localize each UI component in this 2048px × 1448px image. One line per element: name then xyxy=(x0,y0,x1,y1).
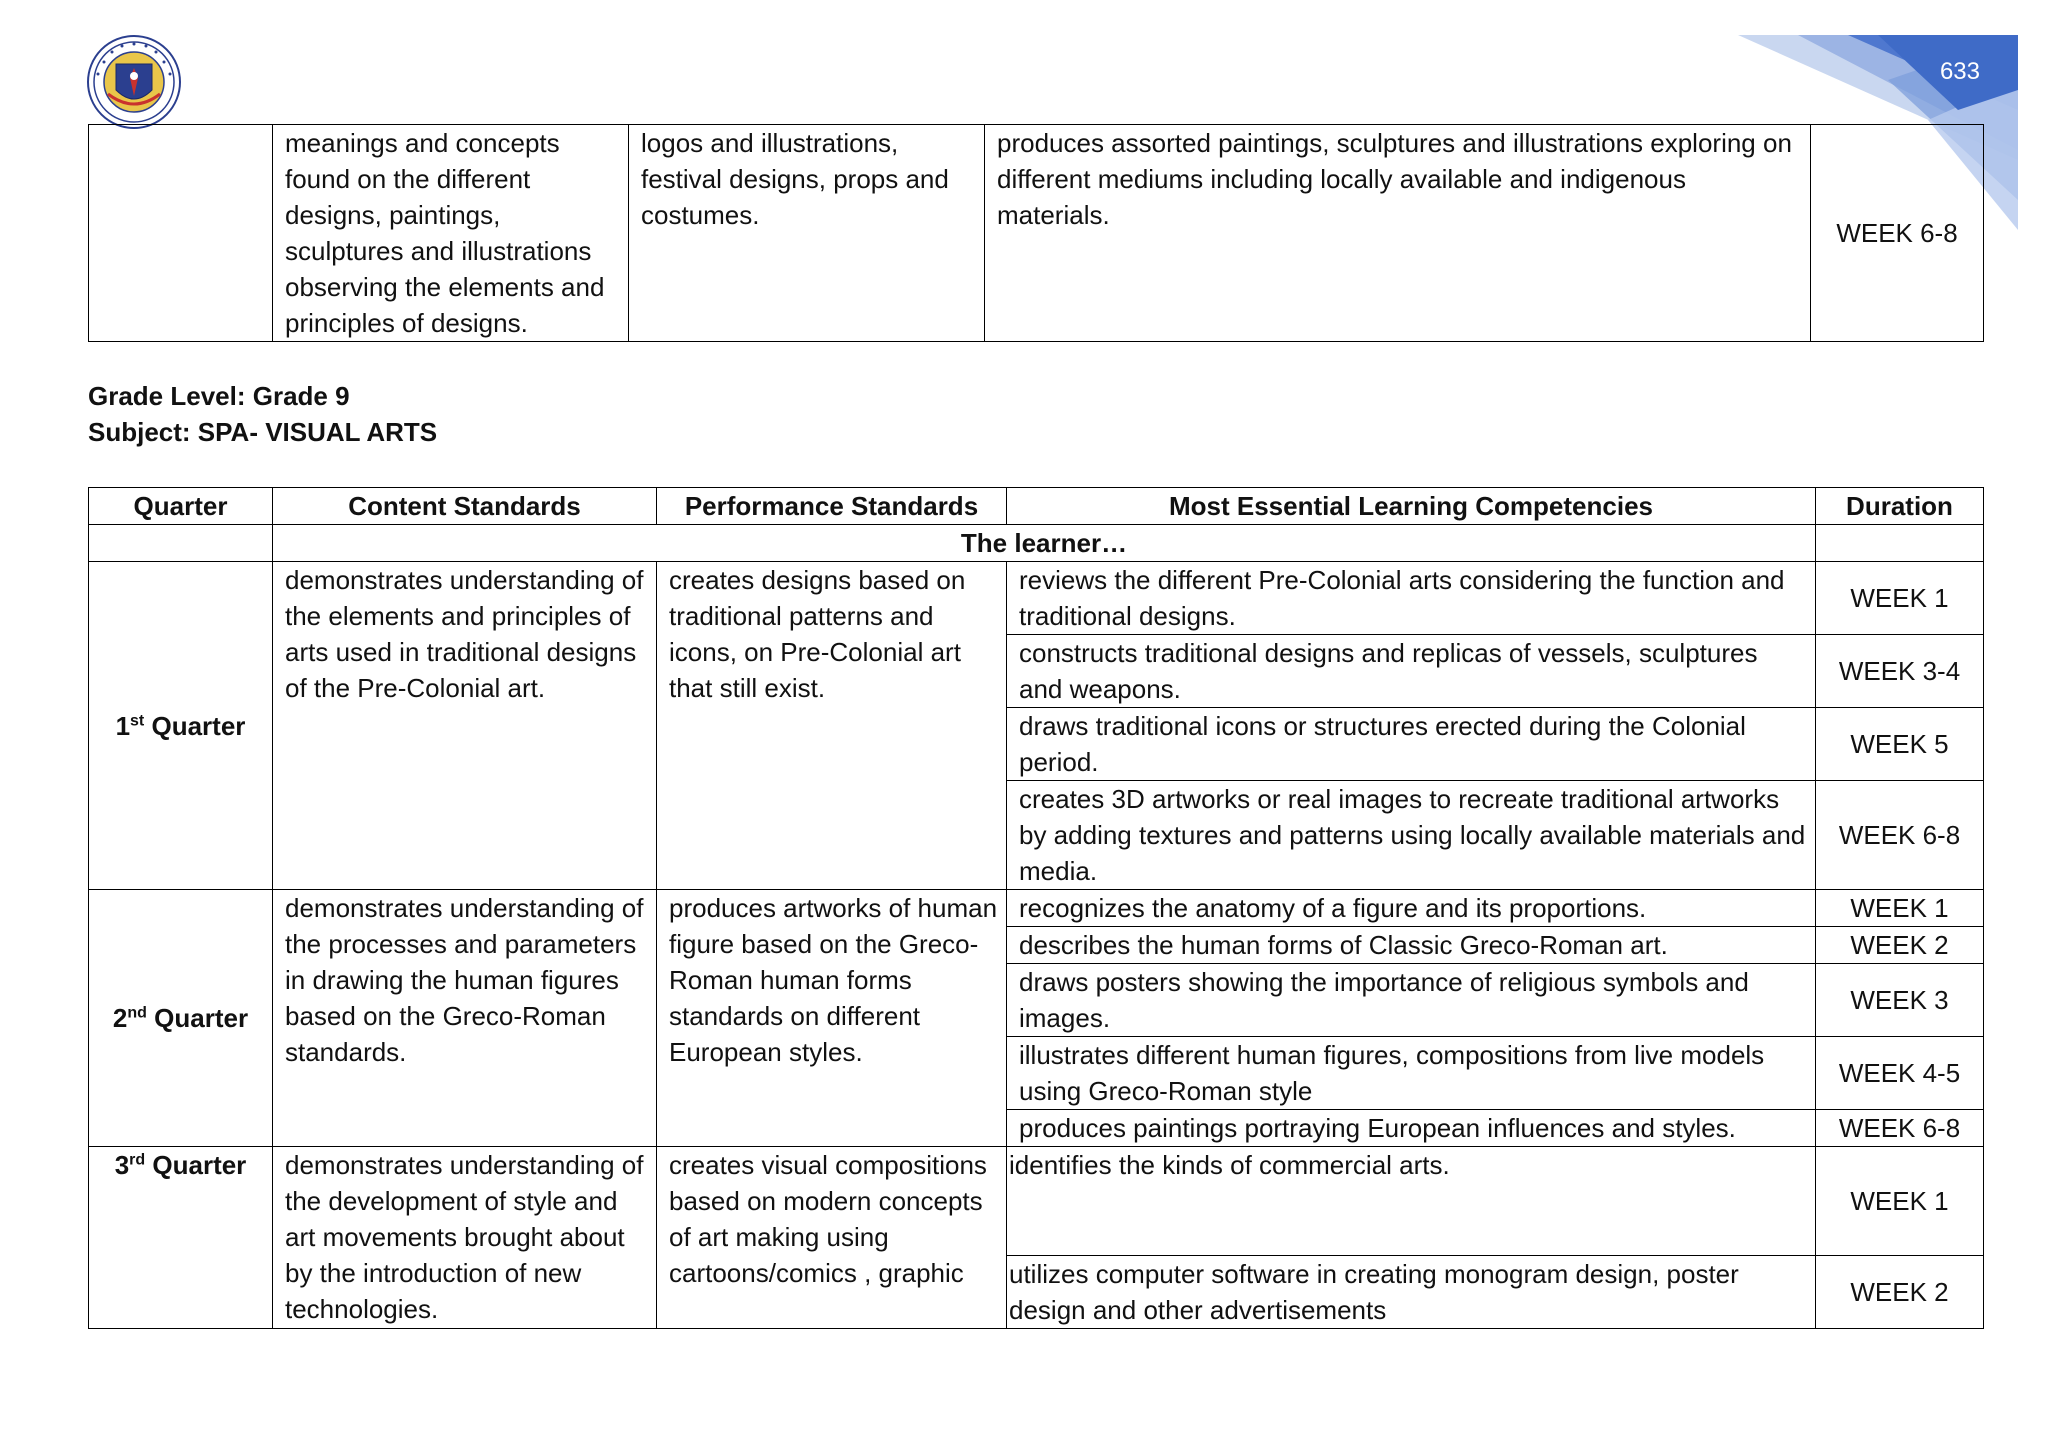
duration-cell: WEEK 2 xyxy=(1816,1256,1984,1329)
performance-standard-cell: creates visual compositions based on modern concepts of art making using cartoons/comics , graphic xyxy=(657,1147,1007,1329)
quarter-3-label: 3rd Quarter xyxy=(89,1147,273,1329)
duration-cell: WEEK 1 xyxy=(1816,562,1984,635)
performance-standard-cell: logos and illustrations, festival designs, props and costumes. xyxy=(629,125,985,342)
performance-standard-cell: creates designs based on traditional patterns and icons, on Pre-Colonial art that still exist. xyxy=(657,562,1007,890)
quarter-cell xyxy=(89,125,273,342)
content-standard-cell: demonstrates understanding of the elements and principles of arts used in traditional designs of the Pre-Colonial art. xyxy=(273,562,657,890)
quarter-1-label: 1st Quarter xyxy=(89,562,273,890)
competency-cell: recognizes the anatomy of a figure and its proportions. xyxy=(1007,890,1816,927)
competency-cell: creates 3D artworks or real images to recreate traditional artworks by adding textures and patterns using locally available materials and media. xyxy=(1007,781,1816,890)
header-performance-standards: Performance Standards xyxy=(657,488,1007,525)
content-standard-cell: meanings and concepts found on the different designs, paintings, sculptures and illustrations observing the elements and principles of designs. xyxy=(273,125,629,342)
learner-row xyxy=(89,525,1984,562)
content-standard-cell: demonstrates understanding of the development of style and art movements brought about by the introduction of new technologies. xyxy=(273,1147,657,1329)
table-row xyxy=(89,1147,1984,1256)
curriculum-table xyxy=(88,487,1984,1329)
duration-cell: WEEK 4-5 xyxy=(1816,1037,1984,1110)
competency-cell: constructs traditional designs and replicas of vessels, sculptures and weapons. xyxy=(1007,635,1816,708)
header-quarter: Quarter xyxy=(89,488,273,525)
duration-cell: WEEK 1 xyxy=(1816,890,1984,927)
competency-cell: draws posters showing the importance of religious symbols and images. xyxy=(1007,964,1816,1037)
duration-cell: WEEK 3-4 xyxy=(1816,635,1984,708)
competency-cell: utilizes computer software in creating monogram design, poster design and other advertisements xyxy=(1007,1256,1816,1329)
competency-cell: draws traditional icons or structures erected during the Colonial period. xyxy=(1007,708,1816,781)
competency-cell: produces assorted paintings, sculptures and illustrations exploring on different mediums including locally available and indigenous materials. xyxy=(985,125,1811,342)
header-competencies: Most Essential Learning Competencies xyxy=(1007,488,1816,525)
performance-standard-cell: produces artworks of human figure based on the Greco-Roman human forms standards on different European styles. xyxy=(657,890,1007,1147)
duration-cell: WEEK 6-8 xyxy=(1811,125,1984,342)
table-row xyxy=(89,890,1984,927)
header-row xyxy=(89,488,1984,525)
header-duration: Duration xyxy=(1816,488,1984,525)
competency-cell: reviews the different Pre-Colonial arts considering the function and traditional designs. xyxy=(1007,562,1816,635)
document-meta xyxy=(88,378,437,450)
quarter-2-label: 2nd Quarter xyxy=(89,890,273,1147)
competency-cell: illustrates different human figures, compositions from live models using Greco-Roman style xyxy=(1007,1037,1816,1110)
grade-level: Grade Level: Grade 9 xyxy=(88,381,350,411)
subject: Subject: SPA- VISUAL ARTS xyxy=(88,417,438,447)
duration-cell: WEEK 5 xyxy=(1816,708,1984,781)
duration-cell: WEEK 6-8 xyxy=(1816,781,1984,890)
competency-cell: identifies the kinds of commercial arts. xyxy=(1007,1147,1816,1256)
page-number: 633 xyxy=(1939,58,1980,85)
learner-label: The learner… xyxy=(273,525,1816,562)
duration-cell: WEEK 1 xyxy=(1816,1147,1984,1256)
header-content-standards: Content Standards xyxy=(273,488,657,525)
duration-cell: WEEK 3 xyxy=(1816,964,1984,1037)
table-row xyxy=(89,125,1984,342)
deped-seal-logo xyxy=(86,34,182,130)
table-row xyxy=(89,562,1984,635)
continuation-table xyxy=(88,124,1984,342)
competency-cell: produces paintings portraying European influences and styles. xyxy=(1007,1110,1816,1147)
content-standard-cell: demonstrates understanding of the processes and parameters in drawing the human figures based on the Greco-Roman standards. xyxy=(273,890,657,1147)
competency-cell: describes the human forms of Classic Greco-Roman art. xyxy=(1007,927,1816,964)
duration-cell: WEEK 2 xyxy=(1816,927,1984,964)
duration-cell: WEEK 6-8 xyxy=(1816,1110,1984,1147)
